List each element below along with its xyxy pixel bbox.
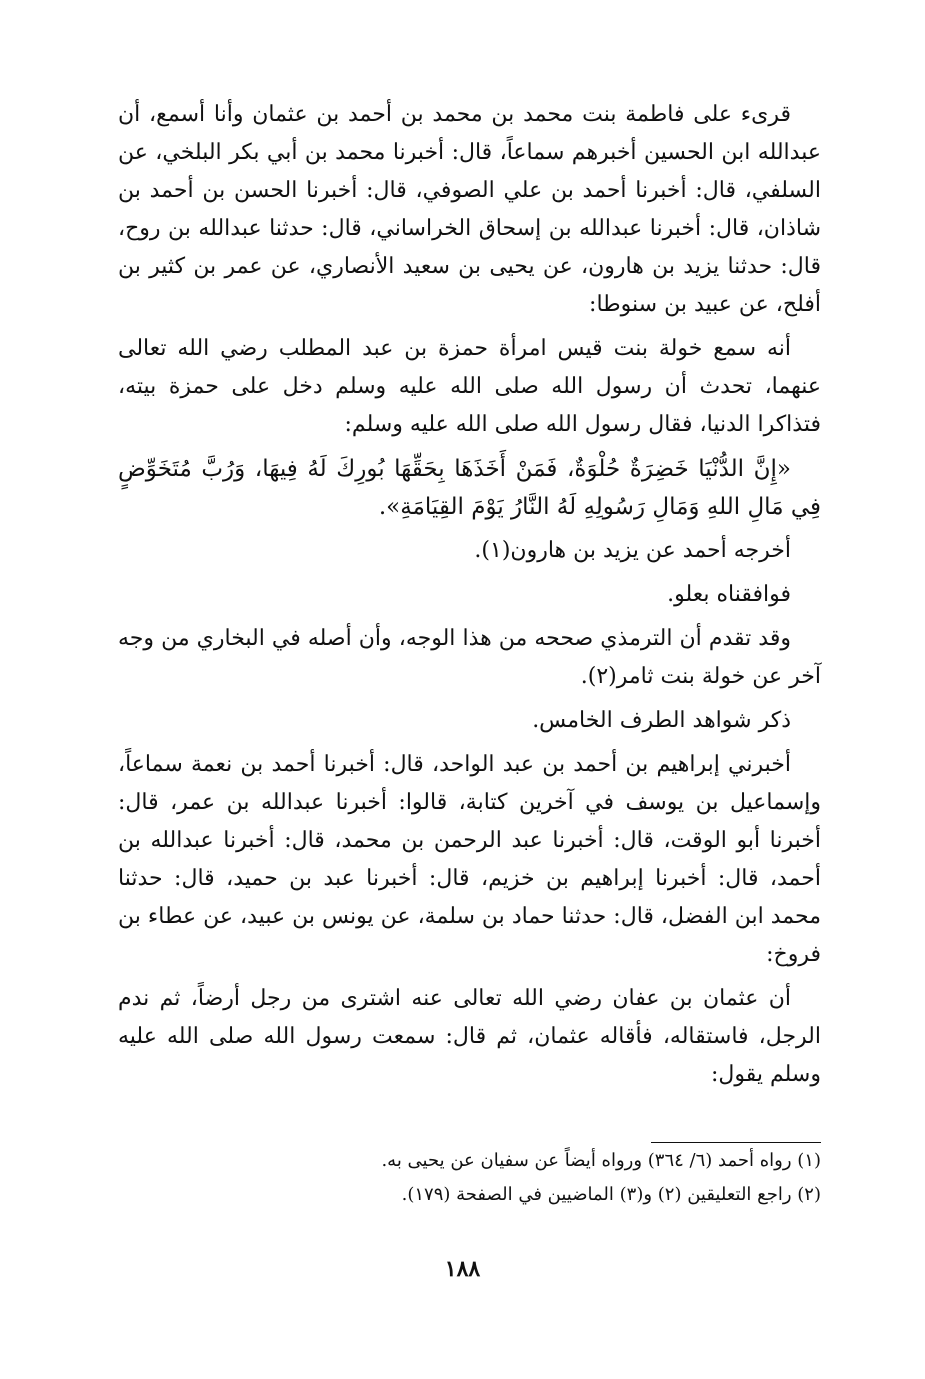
footnote-divider <box>651 1142 821 1143</box>
footnote-2: (٢) راجع التعليقين (٢) و(٣) الماضيين في الصفحة (١٧٩). <box>401 1184 821 1205</box>
hadith-text: «إِنَّ الدُّنْيَا خَضِرَةٌ حُلْوَةٌ، فَمَنْ أَخَذَهَا بِحَقِّهَا بُورِكَ لَهُ فِيهَا، وَرُبَّ مُتَخَوِّضٍ فِي مَالِ اللهِ وَمَالِ رَسُولِهِ لَهُ النَّارُ يَوْمَ القِيَامَةِ». <box>118 456 821 520</box>
main-text <box>118 96 821 1100</box>
muwafaqa-note: فوافقناه بعلو. <box>667 582 791 607</box>
footnote-1: (١) رواه أحمد (٦/ ٣٦٤) ورواه أيضاً عن سفيان عن يحيى به. <box>381 1150 821 1171</box>
isnad-paragraph-1: قرىء على فاطمة بنت محمد بن محمد بن أحمد بن عثمان وأنا أسمع، أن عبدالله ابن الحسين أخبرهم سماعاً، قال: أخبرنا محمد بن أبي بكر البلخي، عن السلفي، قال: أخبرنا أحمد بن علي الصوفي، قال: أخبرنا الحسن بن أحمد بن شاذان، قال: أخبرنا عبدالله بن إسحاق الخراساني، قال: حدثنا عبدالله بن روح، قال: حدثنا يزيد بن هارون، عن يحيى بن سعيد الأنصاري، عن عمر بن كثير بن أفلح، عن عبيد بن سنوطا: <box>118 102 821 317</box>
page-number: ١٨٨ <box>444 1256 481 1282</box>
footnotes <box>118 1144 821 1212</box>
hadith-narration-2: أن عثمان بن عفان رضي الله تعالى عنه اشترى من رجل أرضاً، ثم ندم الرجل، فاستقاله، فأقاله عثمان، ثم قال: سمعت رسول الله صلى الله عليه وسلم يقول: <box>118 986 821 1087</box>
tirmidhi-note: وقد تقدم أن الترمذي صححه من هذا الوجه، وأن أصله في البخاري من وجه آخر عن خولة بنت ثامر(٢). <box>118 626 821 689</box>
takhrij-note: أخرجه أحمد عن يزيد بن هارون(١). <box>474 538 791 563</box>
isnad-paragraph-2: أخبرني إبراهيم بن أحمد بن عبد الواحد، قال: أخبرنا أحمد بن نعمة سماعاً، وإسماعيل بن يوسف في آخرين كتابة، قالوا: أخبرنا عبدالله بن عمر، قال: أخبرنا أبو الوقت، قال: أخبرنا عبد الرحمن بن محمد، قال: أخبرنا عبدالله بن أحمد، قال: أخبرنا إبراهيم بن خزيم، قال: أخبرنا عبد بن حميد، قال: حدثنا محمد ابن الفضل، قال: حدثنا حماد بن سلمة، عن يونس بن عبيد، عن عطاء بن فروخ: <box>118 752 821 967</box>
hadith-narration-1: أنه سمع خولة بنت قيس امرأة حمزة بن عبد المطلب رضي الله تعالى عنهما، تحدث أن رسول الله صلى الله عليه وسلم دخل على حمزة بيته، فتذاكرا الدنيا، فقال رسول الله صلى الله عليه وسلم: <box>118 336 821 437</box>
section-heading: ذكر شواهد الطرف الخامس. <box>532 708 791 733</box>
